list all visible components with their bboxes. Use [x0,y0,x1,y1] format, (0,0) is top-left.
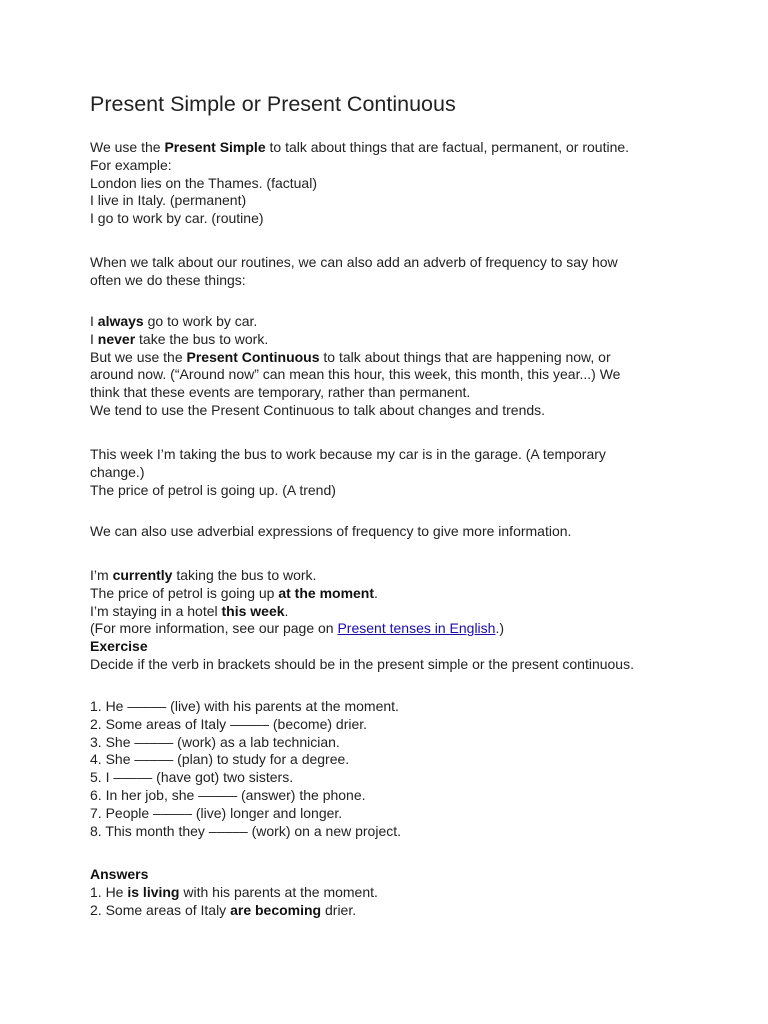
example-sentence: I always go to work by car. [90,313,258,329]
example-sentence: The price of petrol is going up at the moment. [90,584,378,601]
example-sentence: This week I’m taking the bus to work because my car is in the garage. (A temporary [90,446,606,462]
answers-section [90,866,730,919]
exercise-instructions: Decide if the verb in brackets should be in the present simple or the present continuous. [90,655,634,672]
adverb-never: never [97,330,136,347]
trend-examples [90,446,730,499]
example-sentence: The price of petrol is going up. (A trend) [90,481,336,498]
exercise-item: 8. This month they ––––– (work) on a new project. [90,822,402,839]
intro-line: We use the Present Simple to talk about things that are factual, permanent, or routine. [90,139,630,155]
example-sentence: I never take the bus to work. [90,330,269,347]
term-present-continuous: Present Continuous [186,348,320,365]
intro-line: For example: [90,156,172,173]
paragraph-line: often we do these things: [90,271,246,288]
term-present-simple: Present Simple [164,139,266,155]
paragraph-line: around now. (“Around now” can mean this hour, this week, this month, this year...) We [90,366,621,383]
expression-at-the-moment: at the moment [278,584,375,601]
frequency-examples [90,313,730,420]
paragraph-line: When we talk about our routines, we can also add an adverb of frequency to say how [90,254,618,270]
paragraph-line: think that these events are temporary, rather than permanent. [90,384,471,401]
exercise-item: 7. People ––––– (live) longer and longer. [90,804,343,821]
exercise-heading: Exercise [90,638,148,655]
adverb-currently: currently [112,567,173,583]
example-sentence: I’m currently taking the bus to work. [90,567,317,583]
expression-examples [90,567,730,674]
page-title: Present Simple or Present Continuous [90,92,456,116]
exercise-item: 5. I ––––– (have got) two sisters. [90,769,294,786]
exercise-item: 4. She ––––– (plan) to study for a degree. [90,751,350,768]
paragraph-line: We can also use adverbial expressions of frequency to give more information. [90,523,572,539]
present-tenses-link[interactable]: Present tenses in English [337,620,496,637]
adverb-always: always [97,313,144,329]
expression-this-week: this week [221,602,285,619]
exercise-item: 3. She ––––– (work) as a lab technician. [90,733,340,750]
answer-item: 2. Some areas of Italy are becoming drier. [90,901,357,918]
exercise-list [90,698,730,840]
expressions-paragraph [90,523,730,541]
adverb-paragraph [90,254,730,290]
answer-item: 1. He is living with his parents at the moment. [90,883,378,900]
exercise-item: 6. In her job, she ––––– (answer) the phone. [90,786,366,803]
example-sentence: I live in Italy. (permanent) [90,192,247,209]
answers-heading: Answers [90,866,149,882]
paragraph-line: We tend to use the Present Continuous to talk about changes and trends. [90,401,546,418]
exercise-item: 1. He ––––– (live) with his parents at the moment. [90,698,399,714]
example-sentence: London lies on the Thames. (factual) [90,174,317,191]
paragraph-line: But we use the Present Continuous to talk about things that are happening now, or [90,348,611,365]
example-sentence: I go to work by car. (routine) [90,210,264,227]
intro-paragraph [90,139,730,228]
example-sentence: change.) [90,463,145,480]
exercise-item: 2. Some areas of Italy ––––– (become) drier. [90,715,368,732]
more-info-line: (For more information, see our page on Present tenses in English.) [90,620,505,637]
example-sentence: I’m staying in a hotel this week. [90,602,289,619]
